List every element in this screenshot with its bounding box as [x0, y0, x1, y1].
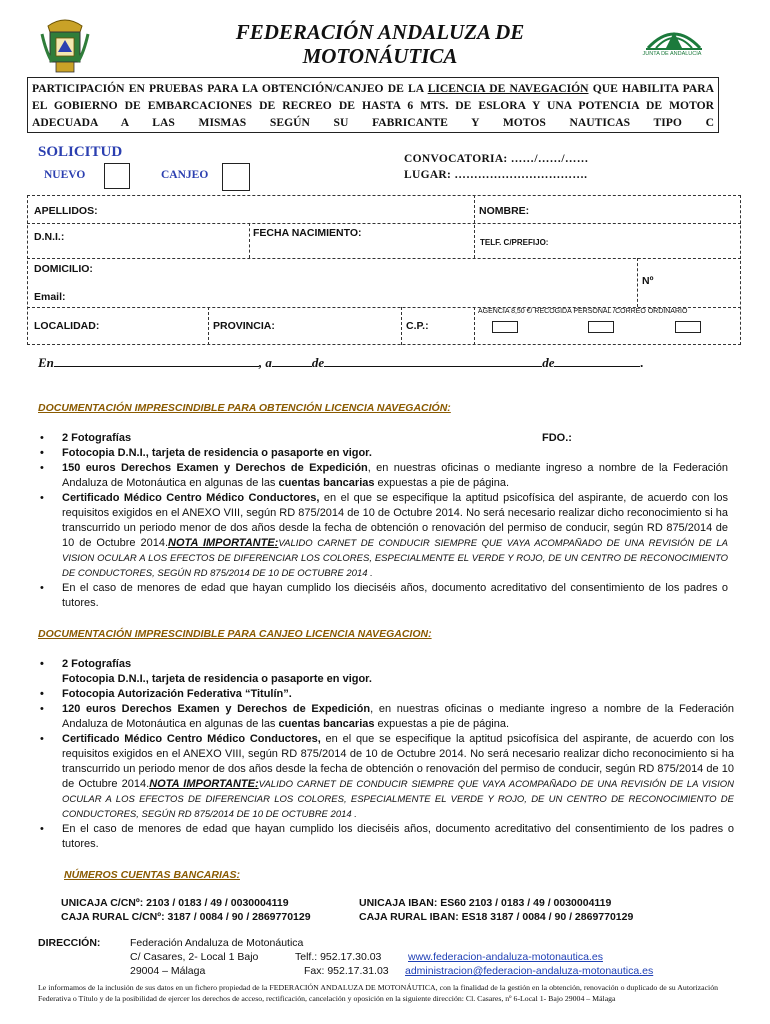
canjeo-requirements-list [38, 657, 734, 852]
localidad-field[interactable]: LOCALIDAD: [34, 320, 100, 332]
list-item: • Certificado Médico Centro Médico Conductores, en el que se especifique la aptitud psicofísica del aspirante, de acuerdo con los requisitos exigidos en el ANEXO VIII, según RD 875/2014 de 10 de Octubre 2014. No será necesario realizar dicho reconocimiento si ha transcurrido un periodo menor de dos años desde la fecha de obtención o renovación del permiso de conducir, según RD 875/2014 de 10 de Octubre 2014.NOTA IMPORTANTE:VALIDO CARNET DE CONDUCIR SIEMPRE QUE VAYA ACOMPAÑADO DE UNA REVISIÓN DE LA VISION OCULAR A LOS EFECTOS DE DIFERENCIAR LOS COLORES, ESPECIALMENTE EL VERDE Y ROJO, DE UN CENTRO DE RECONOCIMIENTO DE CONDUCTORES, SEGÚN RD 875/2014 DE 10 DE OCTUBRE 2014 . [38, 732, 734, 822]
canjeo-label: CANJEO [161, 169, 209, 181]
cp-field[interactable]: C.P.: [406, 320, 429, 332]
col-divider [249, 223, 250, 258]
numero-field[interactable]: Nº [642, 275, 654, 287]
agencia-checkbox[interactable] [492, 321, 518, 333]
telefono-field[interactable]: TELF. C/PREFIJO: [480, 238, 549, 247]
en-label: En [38, 355, 54, 370]
col-divider [637, 258, 638, 307]
correo-ordinario-checkbox[interactable] [675, 321, 701, 333]
form-grid [27, 195, 741, 345]
month-blank[interactable] [324, 355, 542, 367]
phone-number: Telf.: 952.17.30.03 [295, 951, 382, 963]
col-divider [474, 307, 475, 345]
website-link[interactable]: www.federacion-andaluza-motonautica.es [408, 951, 603, 963]
federation-name: Federación Andaluza de Motonáutica [130, 937, 304, 949]
canjeo-checkbox[interactable] [222, 163, 250, 191]
col-divider [208, 307, 209, 345]
list-item: • 150 euros Derechos Examen y Derechos de Expedición, en nuestras oficinas o mediante ingreso a nombre de la Federación Andaluza de Motonáutica en algunas de las cuentas bancarias expuestas a pie de página. [38, 461, 728, 491]
domicilio-field[interactable]: DOMICILIO: [34, 263, 93, 275]
cuentas-section-title: NÚMEROS CUENTAS BANCARIAS: [64, 869, 240, 881]
banner-text-start: PARTICIPACIÓN EN PRUEBAS PARA LA OBTENCIÓN/CANJEO DE LA [32, 82, 428, 95]
caja-rural-iban: CAJA RURAL IBAN: ES18 3187 / 0084 / 90 / 2869770129 [359, 911, 634, 923]
de-label-2: de [542, 355, 555, 370]
direccion-label: DIRECCIÓN: [38, 937, 101, 949]
banner-license-name: LICENCIA DE NAVEGACIÓN [427, 82, 589, 95]
place-blank[interactable] [54, 355, 259, 367]
recogida-personal-checkbox[interactable] [588, 321, 614, 333]
canjeo-section-title: DOCUMENTACIÓN IMPRESCINDIBLE PARA CANJEO LICENCIA NAVEGACION: [38, 628, 432, 640]
lugar-field[interactable]: LUGAR: ……………………………. [404, 169, 588, 181]
federation-crest-logo [38, 12, 92, 76]
junta-andalucia-label: JUNTA DE ANDALUCIA [642, 51, 702, 57]
title-line-2: MOTONÁUTICA [302, 44, 458, 68]
place-date-line [38, 355, 668, 371]
obtencion-requirements-list [38, 431, 728, 611]
unicaja-ccn: UNICAJA C/CNº: 2103 / 0183 / 49 / 0030004119 [61, 897, 289, 909]
row-divider [27, 223, 741, 224]
nombre-field[interactable]: NOMBRE: [479, 205, 530, 217]
dni-field[interactable]: D.N.I.: [34, 231, 65, 243]
email-field[interactable]: Email: [34, 291, 66, 303]
provincia-field[interactable]: PROVINCIA: [213, 320, 275, 332]
list-item: • 2 Fotografías [38, 657, 734, 672]
day-blank[interactable] [272, 355, 312, 367]
obtencion-section-title: DOCUMENTACIÓN IMPRESCINDIBLE PARA OBTENCIÓN LICENCIA NAVEGACIÓN: [38, 402, 451, 414]
a-label: , a [258, 355, 272, 370]
privacy-footer: Le informamos de la inclusión de sus datos en un fichero propiedad de la FEDERACIÓN ANDALUZA DE MOTONÁUTICA, con la finalidad de la gestión en la obtención, renovación o duplicado de su Autorización Federativa o Título y de la posibilidad de ejercer los derechos de acceso, rectificación, cancelación y oposición en la siguiente dirección: Cl. Casares, nº 6-Local 1- Bajo 29004 – Málaga [38, 983, 718, 1003]
list-item: • 2 Fotografías FDO.: [38, 431, 728, 446]
dot: . [640, 355, 644, 370]
nuevo-checkbox[interactable] [104, 163, 130, 189]
address-city: 29004 – Málaga [130, 965, 206, 977]
list-item: • En el caso de menores de edad que hayan cumplido los dieciséis años, documento acreditativo del consentimiento de los padres o tutores. [38, 581, 728, 611]
license-banner [27, 77, 719, 133]
col-divider [474, 195, 475, 258]
caja-rural-ccn: CAJA RURAL C/CNº: 3187 / 0084 / 90 / 2869770129 [61, 911, 311, 923]
list-item: • Fotocopia Autorización Federativa “Titulín”. [38, 687, 734, 702]
document-title [190, 20, 570, 68]
list-item: • Certificado Médico Centro Médico Conductores, en el que se especifique la aptitud psicofísica del aspirante, de acuerdo con los requisitos exigidos en el ANEXO VIII, según RD 875/2014 de 10 de Octubre 2014. No será necesario realizar dicho reconocimiento si ha transcurrido un periodo menor de dos años desde la fecha de obtención o renovación del permiso de conducir, según RD 875/2014 de 10 de Octubre 2014.NOTA IMPORTANTE:VALIDO CARNET DE CONDUCIR SIEMPRE QUE VAYA ACOMPAÑADO DE UNA REVISIÓN DE LA VISION OCULAR A LOS EFECTOS DE DIFERENCIAR LOS COLORES, ESPECIALMENTE EL VERDE Y ROJO, DE UN CENTRO DE RECONOCIMIENTO DE CONDUCTORES, SEGÚN RD 875/2014 DE 10 DE OCTUBRE 2014 . [38, 491, 728, 581]
convocatoria-field[interactable]: CONVOCATORIA: ……/……/…… [404, 153, 589, 165]
title-line-1: FEDERACIÓN ANDALUZA DE [235, 20, 525, 44]
list-item: • En el caso de menores de edad que hayan cumplido los dieciséis años, documento acreditativo del consentimiento de los padres o tutores. [38, 822, 734, 852]
address-street: C/ Casares, 2- Local 1 Bajo [130, 951, 259, 963]
list-item: Fotocopia D.N.I., tarjeta de residencia o pasaporte en vigor. [62, 673, 372, 685]
row-divider [27, 258, 741, 259]
agencia-label: AGENCIA 8,50 €/ RECOGIDA PERSONAL /CORREO ORDINARIO [478, 308, 688, 315]
solicitud-title: SOLICITUD [38, 144, 123, 160]
unicaja-iban: UNICAJA IBAN: ES60 2103 / 0183 / 49 / 0030004119 [359, 897, 612, 909]
nuevo-label: NUEVO [44, 169, 86, 181]
list-item: • Fotocopia D.N.I., tarjeta de residencia o pasaporte en vigor. [38, 446, 728, 461]
year-blank[interactable] [554, 355, 640, 367]
fax-number: Fax: 952.17.31.03 [304, 965, 389, 977]
fecha-nacimiento-field[interactable]: FECHA NACIMIENTO: [253, 227, 362, 239]
apellidos-field[interactable]: APELLIDOS: [34, 205, 98, 217]
list-item: • 120 euros Derechos Examen y Derechos de Expedición, en nuestras oficinas o mediante ingreso a nombre de la Federación Andaluza de Motonáutica en algunas de las cuentas bancarias expuestas a pie de página. [38, 702, 734, 732]
banner-text-end: QUE HABILITA PARA EL GOBIERNO DE EMBARCACIONES DE RECREO DE HASTA 6 MTS. DE ESLORA Y UNA POTENCIA DE MOTOR ADECUADA A LAS MISMAS SEGÚN SU FABRICANTE Y MOTOS NAUTICAS TIPO C [32, 82, 714, 129]
col-divider [401, 307, 402, 345]
de-label-1: de [311, 355, 325, 370]
fdo-label: FDO.: [542, 432, 572, 444]
email-link[interactable]: administracion@federacion-andaluza-motonautica.es [405, 965, 654, 977]
